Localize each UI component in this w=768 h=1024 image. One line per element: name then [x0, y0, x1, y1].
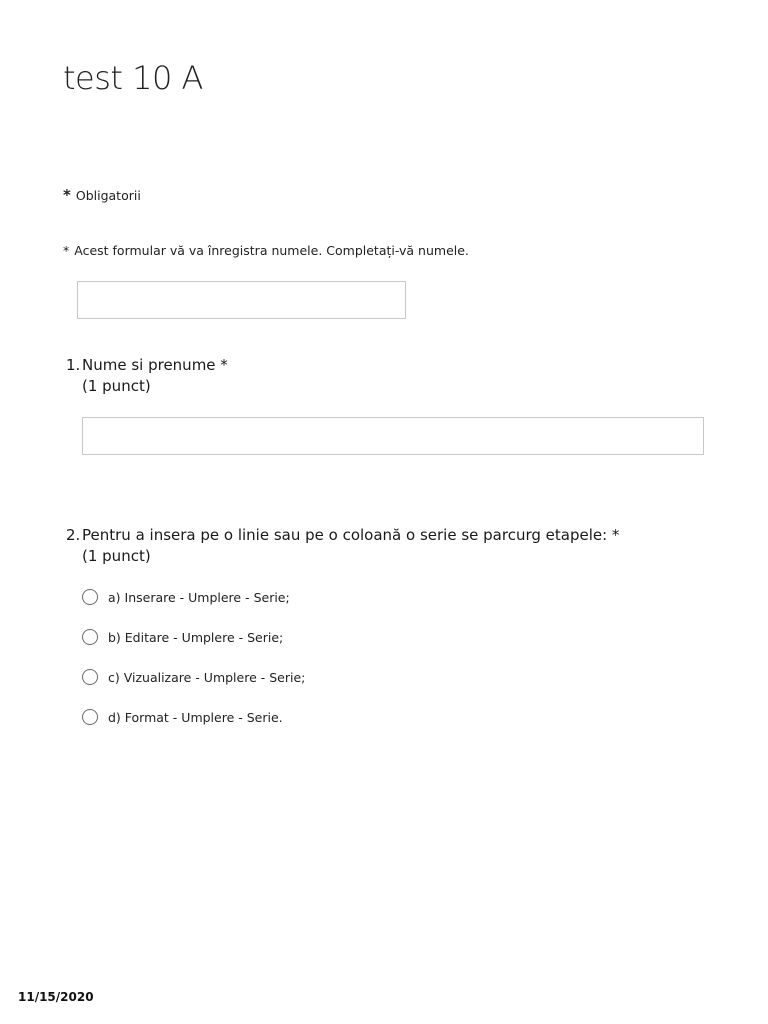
question-2 — [66, 525, 619, 567]
radio-button[interactable] — [82, 589, 98, 605]
required-legend — [63, 186, 141, 204]
option-d[interactable] — [82, 707, 305, 727]
question-points: (1 punct) — [82, 377, 151, 395]
option-label: a) Inserare - Umplere - Serie; — [108, 589, 290, 605]
required-star: * — [63, 186, 71, 204]
name-record-notice — [63, 243, 469, 258]
question-number: 1. — [66, 356, 81, 374]
record-name-input[interactable] — [77, 281, 406, 319]
option-label: d) Format - Umplere - Serie. — [108, 709, 283, 725]
option-label: b) Editare - Umplere - Serie; — [108, 629, 284, 645]
record-note-text: Acest formular vă va înregistra numele. Completați-vă numele. — [74, 243, 469, 258]
form-title: test 10 A — [63, 59, 203, 97]
option-b[interactable] — [82, 627, 305, 647]
question-number: 2. — [66, 526, 81, 544]
required-label: Obligatorii — [75, 188, 141, 203]
radio-button[interactable] — [82, 629, 98, 645]
question-2-options — [82, 587, 305, 747]
question-text: Nume si prenume * — [82, 356, 228, 374]
print-date: 11/15/2020 — [18, 990, 94, 1004]
option-label: c) Vizualizare - Umplere - Serie; — [108, 669, 306, 685]
question-points: (1 punct) — [82, 547, 151, 565]
option-a[interactable] — [82, 587, 305, 607]
question-text: Pentru a insera pe o linie sau pe o coloană o serie se parcurg etapele: * — [82, 526, 620, 544]
question-1 — [66, 355, 228, 397]
option-c[interactable] — [82, 667, 305, 687]
radio-button[interactable] — [82, 669, 98, 685]
record-star: * — [63, 243, 70, 258]
name-answer-input[interactable] — [82, 417, 704, 455]
radio-button[interactable] — [82, 709, 98, 725]
